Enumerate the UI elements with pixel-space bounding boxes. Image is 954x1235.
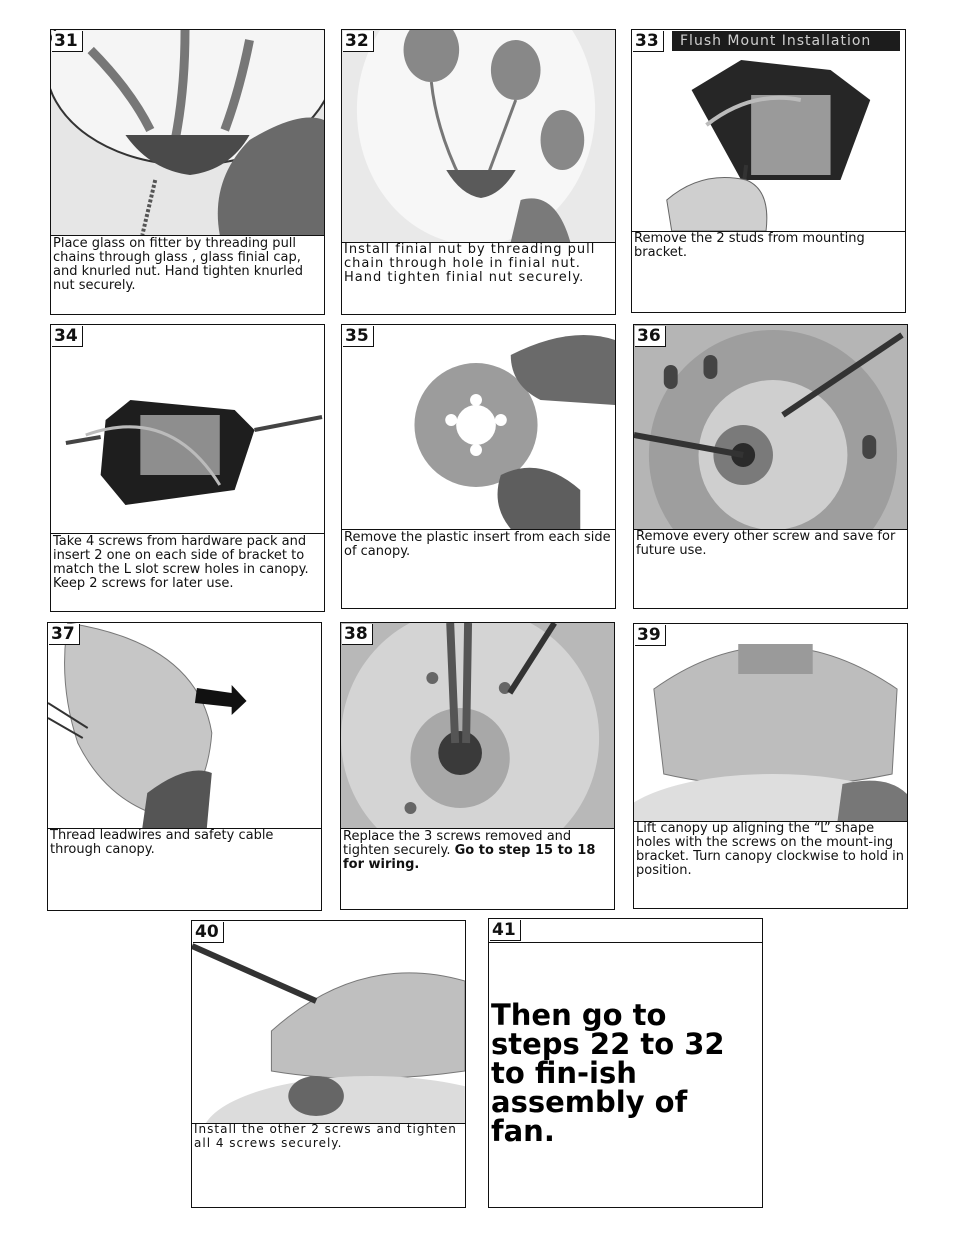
step-31-caption: Place glass on fitter by threading pull chains through glass , glass finial cap, and knurled nut. Hand tighten knurled nut securely. (53, 236, 304, 293)
step-36-caption: Remove every other screw and save for future use. (636, 529, 896, 558)
step-number: 39 (635, 625, 666, 646)
step-number: 38 (342, 624, 373, 645)
step-number: 41 (490, 920, 521, 941)
step-31-photo (51, 30, 324, 236)
step-32-panel (341, 29, 616, 315)
step-33-caption: Remove the 2 studs from mounting bracket. (634, 231, 865, 260)
step-36-panel (633, 324, 908, 609)
step-number: 40 (193, 922, 224, 943)
step-number: 33 (633, 31, 664, 52)
step-36-photo (634, 325, 907, 530)
step-40-panel (191, 920, 466, 1208)
step-40-caption: Install the other 2 screws and tighten all 4 screws securely. (194, 1122, 457, 1150)
step-35-photo (342, 325, 615, 530)
step-38-caption (343, 830, 612, 872)
step-31-panel (50, 29, 325, 315)
step-41-panel (488, 918, 763, 1208)
step-39-panel (633, 623, 908, 909)
step-32-caption: Install finial nut by threading pull chain through hole in finial nut. Hand tighten finial nut securely. (344, 242, 596, 285)
step-40-photo (192, 921, 465, 1124)
step-35-caption: Remove the plastic insert from each side of canopy. (344, 530, 611, 559)
step-37-photo (48, 623, 321, 829)
step-number: 35 (343, 326, 374, 347)
step-38-photo (341, 623, 614, 829)
step-number: 36 (635, 326, 666, 347)
step-39-photo (634, 624, 907, 822)
step-33-photo (632, 30, 905, 232)
step-37-panel (47, 622, 322, 911)
step-38-caption-bold: Go to step 15 to 18 for wiring. (343, 843, 596, 872)
flush-mount-badge: Flush Mount Installation (672, 31, 900, 51)
step-number: 32 (343, 31, 374, 52)
step-number: 37 (49, 624, 80, 645)
step-34-panel (50, 324, 325, 612)
step-38-panel (340, 622, 615, 910)
step-41-instruction: Then go to steps 22 to 32 to fin-ish assembly of fan. (491, 998, 725, 1148)
step-35-panel (341, 324, 616, 609)
step-33-panel (631, 29, 906, 313)
step-41-header-line (489, 942, 762, 943)
step-37-caption: Thread leadwires and safety cable through canopy. (50, 828, 274, 857)
step-34-photo (51, 325, 324, 534)
step-number: 34 (52, 326, 83, 347)
step-34-caption: Take 4 screws from hardware pack and insert 2 one on each side of bracket to match the L slot screw holes in canopy. Keep 2 screws for later use. (53, 534, 309, 591)
step-32-photo (342, 30, 615, 243)
step-39-caption: Lift canopy up aligning the “L” shape holes with the screws on the mount-ing bracket. Turn canopy clockwise to hold in position. (636, 821, 904, 878)
step-number: 31 (52, 31, 83, 52)
step-38-caption-text: Replace the 3 screws removed and tighten securely. (343, 829, 572, 858)
